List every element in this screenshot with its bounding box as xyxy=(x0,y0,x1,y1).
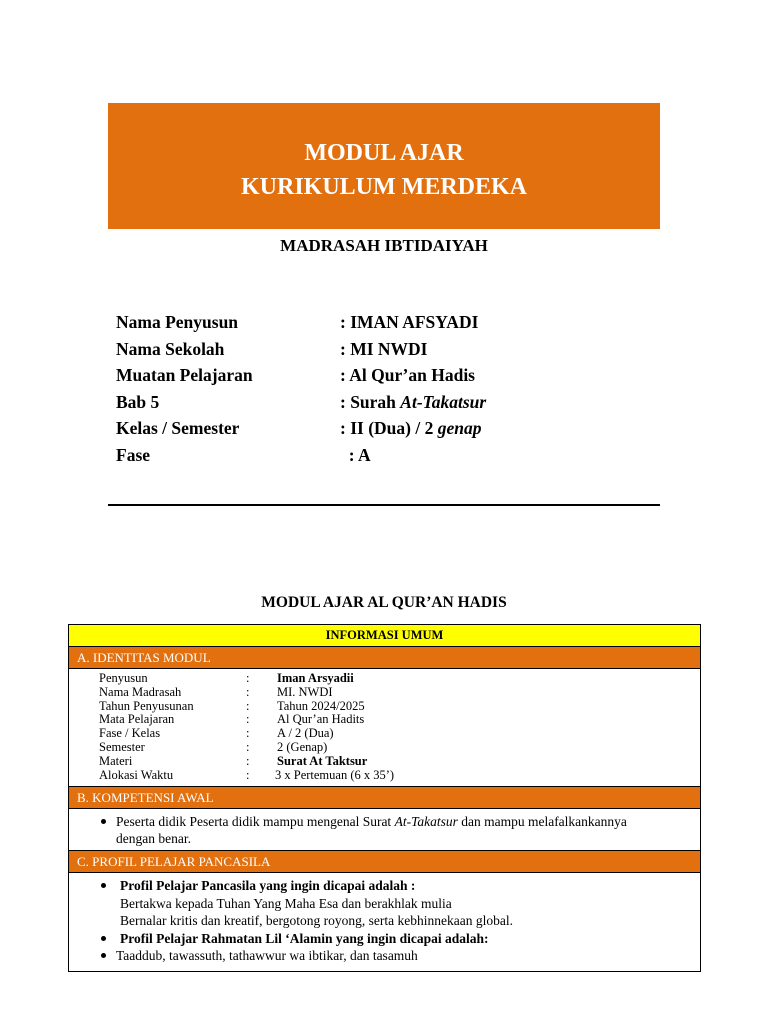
profile-line: Bernalar kritis dan kreatif, bergotong royong, serta kebhinnekaan global. xyxy=(120,913,514,929)
bullet-icon xyxy=(101,953,106,958)
identity-row xyxy=(99,686,700,700)
info-row-chapter xyxy=(116,390,636,417)
identity-value: MI. NWDI xyxy=(277,684,333,699)
info-label: Kelas / Semester xyxy=(116,418,240,439)
info-value xyxy=(340,416,481,440)
identity-value: Iman Arsyadii xyxy=(277,671,354,685)
author-info-block xyxy=(116,310,636,470)
identity-colon: : xyxy=(246,753,250,768)
info-value: : MI NWDI xyxy=(340,338,428,359)
identity-value: Tahun 2024/2025 xyxy=(277,698,365,713)
info-row-class xyxy=(116,416,636,443)
identity-key: Penyusun xyxy=(99,671,148,685)
info-label: Bab 5 xyxy=(116,391,160,412)
identity-key: Fase / Kelas xyxy=(99,726,161,741)
section-b-header: B. KOMPETENSI AWAL xyxy=(69,787,700,809)
identity-list xyxy=(69,669,700,787)
info-value-italic: At-Takatsur xyxy=(400,391,487,412)
identity-colon: : xyxy=(246,698,250,713)
identity-row xyxy=(99,741,700,755)
horizontal-divider xyxy=(108,504,660,506)
bullet-icon xyxy=(101,936,106,941)
identity-colon: : xyxy=(246,671,250,685)
module-title: MODUL AJAR AL QUR’AN HADIS xyxy=(261,594,507,611)
identity-colon: : xyxy=(246,726,250,741)
info-row-author xyxy=(116,310,636,337)
profile-bullet-text: Profil Pelajar Rahmatan Lil ‘Alamin yang ingin dicapai adalah: xyxy=(120,930,489,946)
profile-section xyxy=(69,873,700,971)
info-row-phase xyxy=(116,443,636,470)
identity-row xyxy=(99,713,700,727)
identity-key: Materi xyxy=(99,753,133,768)
info-label: Nama Sekolah xyxy=(116,338,225,359)
general-info-table xyxy=(68,624,701,972)
profile-bullet-pancasila xyxy=(99,877,694,895)
profile-bullet-text: Taaddub, tawassuth, tathawwur wa ibtikar, dan tasamuh xyxy=(116,948,418,964)
section-c-header: C. PROFIL PELAJAR PANCASILA xyxy=(69,851,700,873)
info-row-subject xyxy=(116,363,636,390)
section-a-header: A. IDENTITAS MODUL xyxy=(69,647,700,669)
competency-text-line2: dengan benar. xyxy=(116,831,191,847)
identity-colon: : xyxy=(246,684,250,699)
competency-text-part: Peserta didik Peserta didik mampu mengenal Surat xyxy=(116,814,395,830)
identity-colon: : xyxy=(246,739,250,754)
identity-row xyxy=(99,727,700,741)
competency-text-italic: At-Takatsur xyxy=(394,814,458,830)
profile-line: Bertakwa kepada Tuhan Yang Maha Esa dan berakhlak mulia xyxy=(120,895,452,911)
info-value: : IMAN AFSYADI xyxy=(340,312,479,332)
identity-key: Mata Pelajaran xyxy=(99,712,175,727)
banner-title-line2: KURIKULUM MERDEKA xyxy=(241,174,527,200)
competency-text-part: dan mampu melafalkankannya xyxy=(457,814,627,830)
info-row-school xyxy=(116,337,636,364)
identity-key: Alokasi Waktu xyxy=(99,767,174,782)
profile-bullet-values xyxy=(99,947,694,965)
info-value: : A xyxy=(340,444,371,465)
info-label: Fase xyxy=(116,444,151,465)
identity-row xyxy=(99,700,700,714)
info-value-text: : Surah xyxy=(340,391,401,412)
profile-bullet-text: Profil Pelajar Pancasila yang ingin dicapai adalah : xyxy=(120,878,416,894)
profile-bullet-rahmatan xyxy=(99,930,694,948)
info-label: Nama Penyusun xyxy=(116,312,239,332)
identity-value: A / 2 (Dua) xyxy=(277,726,334,741)
identity-colon: : xyxy=(246,767,250,782)
competency-text xyxy=(99,813,694,830)
identity-row xyxy=(99,672,700,686)
title-banner xyxy=(108,103,660,229)
banner-title-line1: MODUL AJAR xyxy=(304,140,464,166)
competency-section xyxy=(69,809,700,851)
info-value-italic: genap xyxy=(437,418,482,439)
identity-value: Al Qur’an Hadits xyxy=(277,712,365,727)
info-value xyxy=(340,390,486,414)
info-value: : Al Qur’an Hadis xyxy=(340,365,475,386)
table-header: INFORMASI UMUM xyxy=(69,625,700,647)
school-type-subtitle: MADRASAH IBTIDAIYAH xyxy=(280,236,488,255)
identity-key: Nama Madrasah xyxy=(99,684,182,699)
identity-key: Tahun Penyusunan xyxy=(99,698,194,713)
identity-key: Semester xyxy=(99,739,145,754)
identity-row xyxy=(99,755,700,769)
identity-colon: : xyxy=(246,712,250,727)
identity-value: 3 x Pertemuan (6 x 35’) xyxy=(275,767,395,782)
info-label: Muatan Pelajaran xyxy=(116,365,253,386)
info-value-text: : II (Dua) / 2 xyxy=(340,418,438,439)
identity-value: Surat At Taktsur xyxy=(277,753,368,768)
bullet-icon xyxy=(101,883,106,888)
identity-row xyxy=(99,769,700,783)
identity-value: 2 (Genap) xyxy=(277,739,328,754)
